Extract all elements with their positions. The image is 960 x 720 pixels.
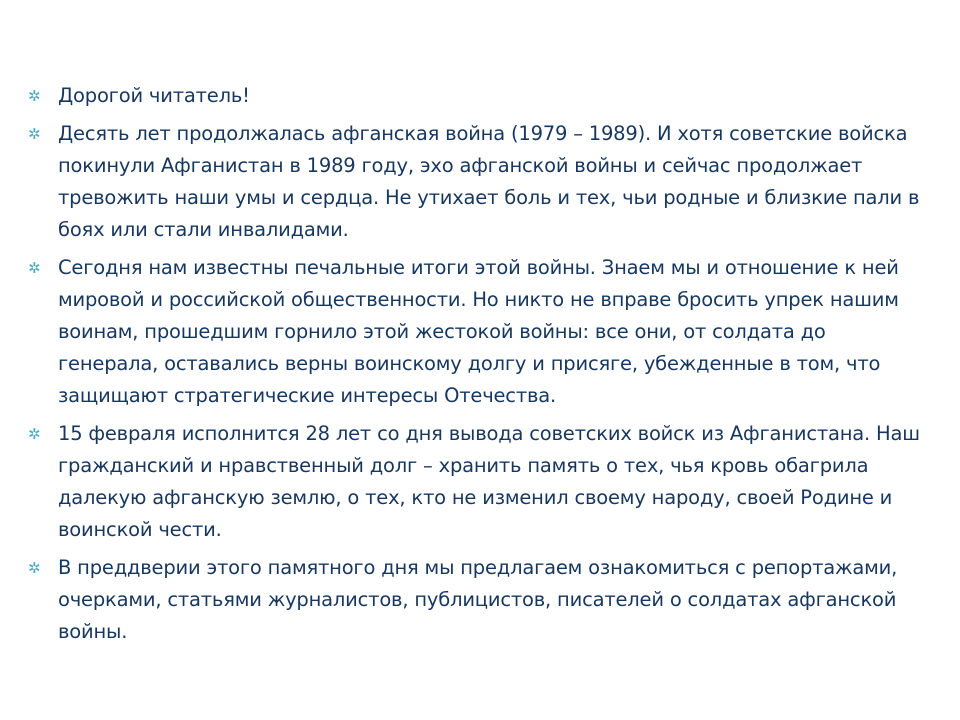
bullet-item xyxy=(28,418,928,546)
asterisk-bullet-icon: ✲ xyxy=(28,259,41,277)
bullet-text: Дорогой читатель! xyxy=(58,84,250,107)
asterisk-bullet-icon: ✲ xyxy=(28,425,41,443)
asterisk-bullet-icon: ✲ xyxy=(28,125,41,143)
bullet-text: В преддверии этого памятного дня мы предлагаем ознакомиться с репортажами, очерками, статьями журналистов, публицистов, писателей о солдатах афганской войны. xyxy=(58,556,898,643)
bullet-text: Сегодня нам известны печальные итоги этой войны. Знаем мы и отношение к ней мировой и российской общественности. Но никто не вправе бросить упрек нашим воинам, прошедшим горнило этой жестокой войны: все они, от солдата до генерала, оставались верны воинскому долгу и присяге, убежденные в том, что защищают стратегические интересы Отечества. xyxy=(58,256,899,407)
bullet-item xyxy=(28,252,928,412)
asterisk-bullet-icon: ✲ xyxy=(28,87,41,105)
bullet-item xyxy=(28,80,928,112)
bullet-text: 15 февраля исполнится 28 лет со дня вывода советских войск из Афганистана. Наш гражданский и нравственный долг – хранить память о тех, чья кровь обагрила далекую афганскую землю, о тех, кто не изменил своему народу, своей Родине и воинской чести. xyxy=(58,422,920,541)
bullet-list xyxy=(28,80,928,654)
bullet-item xyxy=(28,118,928,246)
asterisk-bullet-icon: ✲ xyxy=(28,559,41,577)
bullet-text: Десять лет продолжалась афганская война (1979 – 1989). И хотя советские войска покинули Афганистан в 1989 году, эхо афганской войны и сейчас продолжает тревожить наши умы и сердца. Не утихает боль и тех, чьи родные и близкие пали в боях или стали инвалидами. xyxy=(58,122,920,241)
bullet-item xyxy=(28,552,928,648)
